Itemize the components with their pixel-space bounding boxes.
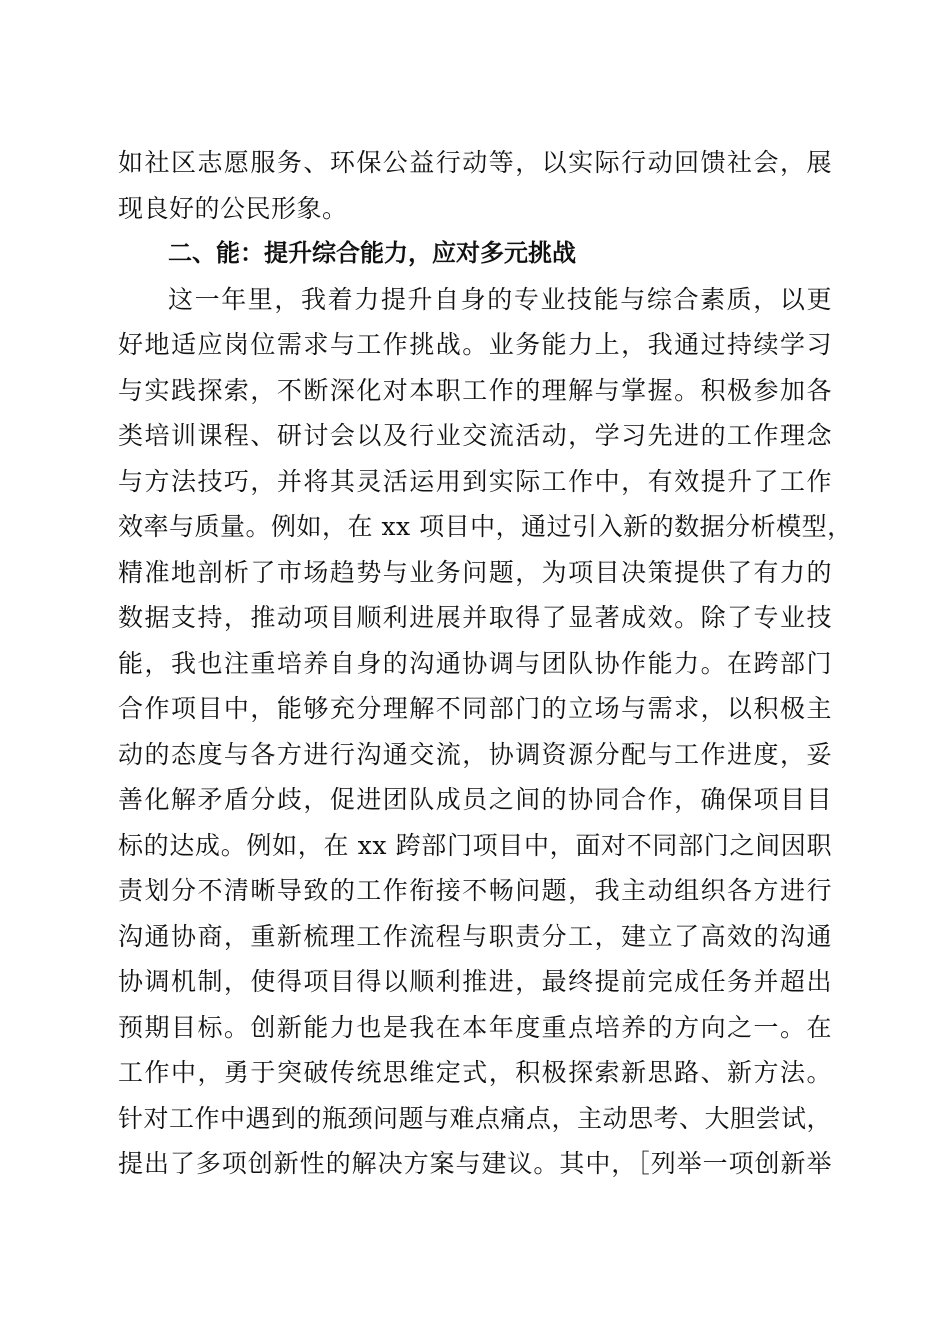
paragraph-line: 预期目标。创新能力也是我在本年度重点培养的方向之一。在: [118, 1012, 832, 1042]
paragraph-line: 能，我也注重培养自身的沟通协调与团队协作能力。在跨部门: [118, 648, 832, 678]
section-heading: 二、能：提升综合能力，应对多元挑战: [168, 239, 576, 267]
paragraph-line: 这一年里，我着力提升自身的专业技能与综合素质，以更: [168, 284, 832, 314]
paragraph-line: 工作中，勇于突破传统思维定式，积极探索新思路、新方法。: [118, 1058, 832, 1087]
paragraph-line: 好地适应岗位需求与工作挑战。业务能力上，我通过持续学习: [118, 330, 832, 359]
paragraph-line: 协调机制，使得项目得以顺利推进，最终提前完成任务并超出: [118, 967, 832, 996]
paragraph-line: 类培训课程、研讨会以及行业交流活动，学习先进的工作理念: [118, 421, 832, 450]
document-body: [118, 140, 853, 1187]
paragraph-line: 针对工作中遇到的瓶颈问题与难点痛点，主动思考、大胆尝试，: [118, 1103, 833, 1133]
paragraph-line: 与实践探索，不断深化对本职工作的理解与掌握。积极参加各: [118, 375, 832, 405]
text-line: 如社区志愿服务、环保公益行动等，以实际行动回馈社会，展: [118, 148, 832, 177]
paragraph-line: 精准地剖析了市场趋势与业务问题，为项目决策提供了有力的: [118, 557, 832, 587]
text-line: 现良好的公民形象。: [118, 193, 348, 223]
paragraph-line: 数据支持，推动项目顺利进展并取得了显著成效。除了专业技: [118, 603, 832, 632]
paragraph-line: 沟通协商，重新梳理工作流程与职责分工，建立了高效的沟通: [118, 921, 832, 951]
paragraph-line: 善化解矛盾分歧，促进团队成员之间的协同合作，确保项目目: [118, 785, 832, 814]
paragraph-line: 效率与质量。例如，在 xx 项目中，通过引入新的数据分析模型，: [118, 512, 853, 541]
paragraph-line: 合作项目中，能够充分理解不同部门的立场与需求，以积极主: [118, 694, 832, 723]
paragraph-line: 提出了多项创新性的解决方案与建议。其中，［列举一项创新举: [118, 1149, 832, 1178]
paragraph-line: 标的达成。例如，在 xx 跨部门项目中，面对不同部门之间因职: [118, 830, 832, 860]
paragraph-line: 责划分不清晰导致的工作衔接不畅问题，我主动组织各方进行: [118, 876, 832, 905]
paragraph-line: 动的态度与各方进行沟通交流，协调资源分配与工作进度，妥: [118, 739, 832, 769]
paragraph-line: 与方法技巧，并将其灵活运用到实际工作中，有效提升了工作: [118, 466, 832, 496]
